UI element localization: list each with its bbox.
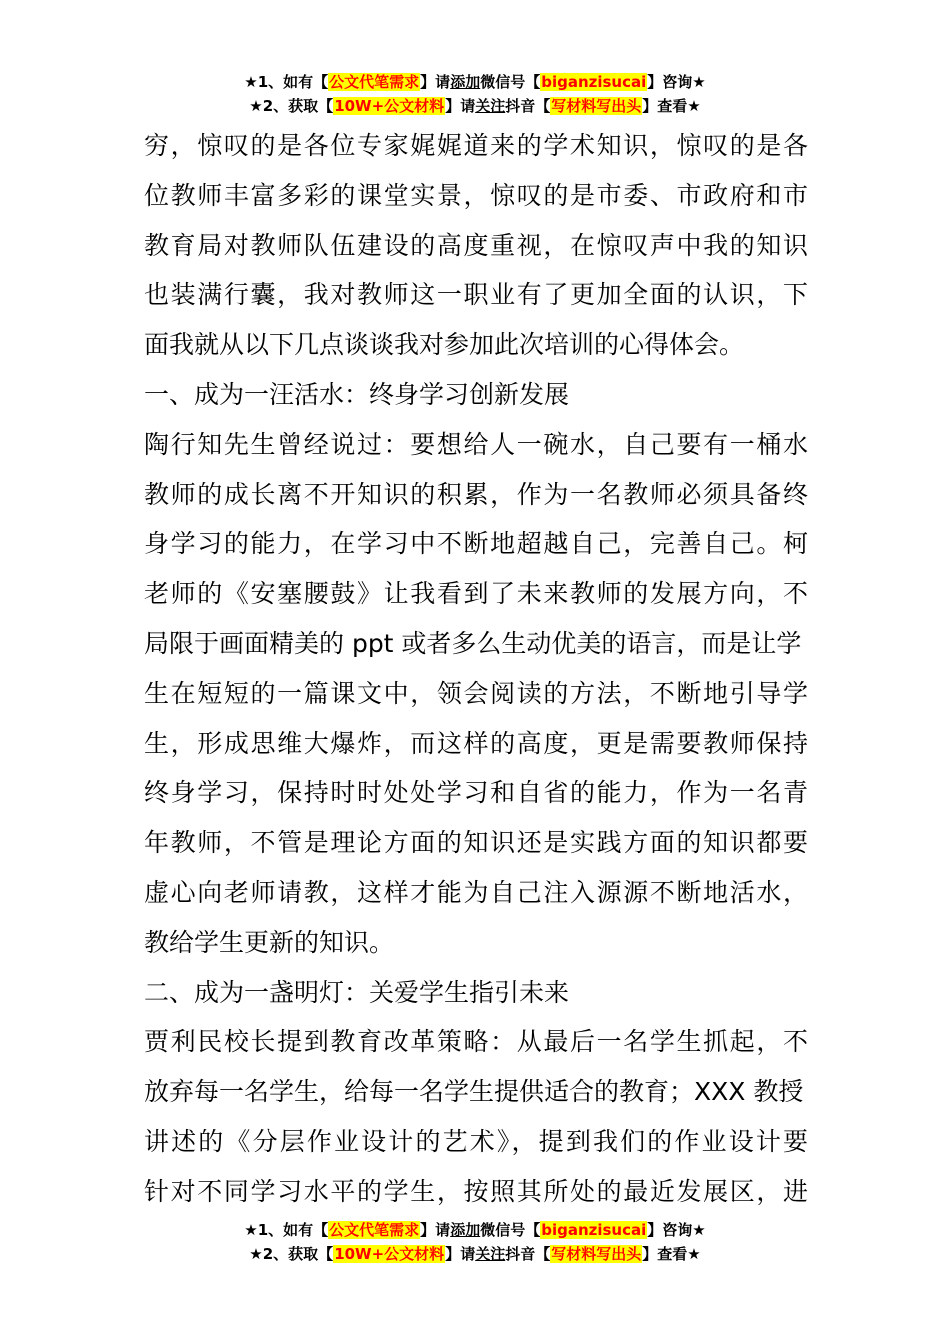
underlined-text: 添加 bbox=[450, 1221, 481, 1239]
body-line: 教育局对教师队伍建设的高度重视，在惊叹声中我的知识 bbox=[144, 230, 808, 260]
body-line: 局限于画面精美的 ppt 或者多么生动优美的语言，而是让学 bbox=[144, 628, 802, 658]
banner-text: 微信号【 bbox=[480, 73, 541, 91]
body-line: 生在短短的一篇课文中，领会阅读的方法，不断地引导学 bbox=[144, 678, 808, 708]
banner-text: ★1、如有【 bbox=[244, 1221, 329, 1239]
banner-text: 】请 bbox=[445, 97, 476, 115]
body-line: 陶行知先生曾经说过：要想给人一碗水，自己要有一桶水 bbox=[144, 429, 808, 459]
highlight-wechat-id: biganzisucai bbox=[541, 1221, 647, 1239]
highlight-douyin-id: 写材料写出头 bbox=[551, 1245, 642, 1263]
banner-text: 】咨询★ bbox=[647, 1221, 706, 1239]
body-line: 面我就从以下几点谈谈我对参加此次培训的心得体会。 bbox=[144, 330, 745, 360]
body-line: 放弃每一名学生，给每一名学生提供适合的教育；XXX 教授 bbox=[144, 1077, 804, 1107]
body-line: 老师的《安塞腰鼓》让我看到了未来教师的发展方向，不 bbox=[144, 579, 808, 609]
banner-line-1 bbox=[0, 70, 950, 94]
banner-text: 】请 bbox=[445, 1245, 476, 1263]
header-banner bbox=[0, 70, 950, 118]
banner-text: ★2、获取【 bbox=[249, 1245, 334, 1263]
body-line: 穷，惊叹的是各位专家娓娓道来的学术知识，惊叹的是各 bbox=[144, 131, 808, 160]
banner-text: 】查看★ bbox=[642, 1245, 701, 1263]
footer-banner bbox=[0, 1218, 950, 1266]
banner-text: 】请 bbox=[420, 73, 451, 91]
body-line: 教师的成长离不开知识的积累，作为一名教师必须具备终 bbox=[144, 479, 808, 509]
body-line: 贾利民校长提到教育改革策略：从最后一名学生抓起，不 bbox=[144, 1027, 808, 1057]
banner-text: 抖音【 bbox=[505, 97, 551, 115]
highlight-service: 公文代笔需求 bbox=[329, 73, 420, 91]
highlight-wechat-id: biganzisucai bbox=[541, 73, 647, 91]
banner-text: 】咨询★ bbox=[647, 73, 706, 91]
body-line: 位教师丰富多彩的课堂实景，惊叹的是市委、市政府和市 bbox=[144, 180, 808, 210]
highlight-douyin-id: 写材料写出头 bbox=[551, 97, 642, 115]
banner-text: 】请 bbox=[420, 1221, 451, 1239]
body-line: 针对不同学习水平的学生，按照其所处的最近发展区，进 bbox=[144, 1176, 808, 1206]
body-line: 终身学习，保持时时处处学习和自省的能力，作为一名青 bbox=[144, 778, 808, 808]
underlined-text: 关注 bbox=[475, 1245, 506, 1263]
banner-text: ★1、如有【 bbox=[244, 73, 329, 91]
body-line: 也装满行囊，我对教师这一职业有了更加全面的认识，下 bbox=[144, 280, 808, 310]
highlight-service: 公文代笔需求 bbox=[329, 1221, 420, 1239]
section-heading-2: 二、成为一盏明灯：关爱学生指引未来 bbox=[144, 977, 570, 1007]
banner-text: 】查看★ bbox=[642, 97, 701, 115]
banner-line-2 bbox=[0, 1242, 950, 1266]
banner-line-2 bbox=[0, 94, 950, 118]
body-line: 虚心向老师请教，这样才能为自己注入源源不断地活水， bbox=[144, 877, 808, 907]
body-line: 讲述的《分层作业设计的艺术》，提到我们的作业设计要 bbox=[144, 1126, 808, 1156]
section-heading-1: 一、成为一汪活水：终身学习创新发展 bbox=[144, 379, 570, 409]
highlight-materials: 10W+公文材料 bbox=[334, 1245, 445, 1263]
underlined-text: 关注 bbox=[475, 97, 506, 115]
body-line: 年教师，不管是理论方面的知识还是实践方面的知识都要 bbox=[144, 828, 808, 858]
body-line: 教给学生更新的知识。 bbox=[144, 927, 395, 957]
underlined-text: 添加 bbox=[450, 73, 481, 91]
banner-text: 抖音【 bbox=[505, 1245, 551, 1263]
banner-line-1 bbox=[0, 1218, 950, 1242]
highlight-materials: 10W+公文材料 bbox=[334, 97, 445, 115]
banner-text: ★2、获取【 bbox=[249, 97, 334, 115]
document-body bbox=[144, 121, 808, 1217]
body-line: 身学习的能力，在学习中不断地超越自己，完善自己。柯 bbox=[144, 529, 808, 559]
body-line: 生，形成思维大爆炸，而这样的高度，更是需要教师保持 bbox=[144, 728, 808, 758]
banner-text: 微信号【 bbox=[480, 1221, 541, 1239]
